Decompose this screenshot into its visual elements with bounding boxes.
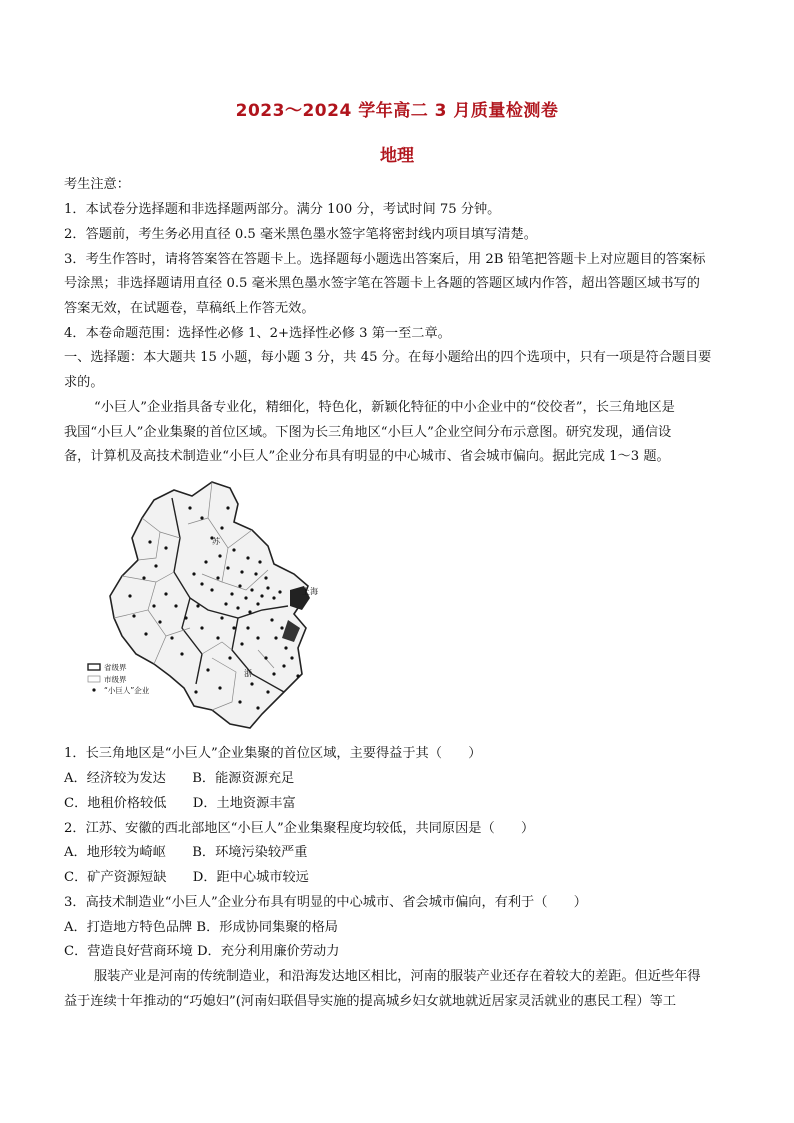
notice-heading: 考生注意： — [64, 177, 130, 192]
question-1-options-cd: C．地租价格较低 D．土地资源丰富 — [64, 796, 296, 811]
notice-line-2: 2．答题前，考生务必用直径 0.5 毫米黑色墨水签字笔将密封线内项目填写清楚。 — [64, 227, 537, 242]
legend-city-border: 市级界 — [104, 675, 127, 684]
passage2-line-1: 服装产业是河南的传统制造业，和沿海发达地区相比，河南的服装产业还存在着较大的差距。但近些年得 — [94, 969, 701, 984]
legend-province-border: 省级界 — [104, 663, 127, 672]
legend-province-border-swatch — [88, 664, 100, 670]
subject-title: 地理 — [380, 146, 414, 166]
yangtze-delta-map — [62, 478, 332, 730]
legend-enterprise-swatch — [92, 688, 95, 691]
passage1-line-1: “小巨人”企业指具备专业化，精细化，特色化，新颖化特征的中小企业中的“佼佼者”，长三角地区是 — [94, 400, 675, 415]
map-svg — [62, 478, 332, 730]
notice-line-1: 1．本试卷分选择题和非选择题两部分。满分 100 分，考试时间 75 分钟。 — [64, 202, 501, 217]
question-3-options-ab: A．打造地方特色品牌 B．形成协同集聚的格局 — [64, 920, 338, 935]
question-3-stem: 3．高技术制造业“小巨人”企业分布具有明显的中心城市、省会城市偏向，有利于（ ） — [64, 895, 587, 910]
section-heading-line-1: 一、选择题：本大题共 15 小题，每小题 3 分，共 45 分。在每小题给出的四个选项中，只有一项是符合题目要 — [64, 350, 712, 365]
notice-line-3: 3．考生作答时，请将答案答在答题卡上。选择题每小题选出答案后，用 2B 铅笔把答题卡上对应题目的答案标 — [64, 252, 706, 267]
map-label-province-2: 浙 — [244, 669, 252, 678]
question-2-options-cd: C．矿产资源短缺 D．距中心城市较远 — [64, 870, 309, 885]
question-2-options-ab: A．地形较为崎岖 B．环境污染较严重 — [64, 845, 308, 860]
exam-title: 2023～2024 学年高二 3 月质量检测卷 — [235, 101, 559, 121]
passage1-line-3: 备，计算机及高技术制造业“小巨人”企业分布具有明显的中心城市、省会城市偏向。据此完成 1～3 题。 — [64, 449, 670, 464]
question-3-options-cd: C．营造良好营商环境 D．充分利用廉价劳动力 — [64, 944, 340, 959]
legend-enterprise: “小巨人”企业 — [104, 686, 150, 695]
passage1-line-2: 我国“小巨人”企业集聚的首位区域。下图为长三角地区“小巨人”企业空间分布示意图。研究发现，通信设 — [64, 425, 672, 440]
section-heading-line-2: 求的。 — [64, 375, 104, 390]
notice-line-5: 答案无效，在试题卷，草稿纸上作答无效。 — [64, 301, 315, 316]
passage2-line-2: 益于连续十年推动的“巧媳妇”(河南妇联倡导实施的提高城乡妇女就地就近居家灵活就业的惠民工程）等工 — [64, 994, 677, 1009]
notice-line-6: 4．本卷命题范围：选择性必修 1、2+选择性必修 3 第一至二章。 — [64, 326, 451, 341]
question-2-stem: 2．江苏、安徽的西北部地区“小巨人”企业集聚程度均较低，共同原因是（ ） — [64, 821, 535, 836]
map-legend — [88, 662, 150, 695]
map-label-shanghai: 上海 — [302, 587, 318, 596]
notice-line-4: 号涂黑；非选择题请用直径 0.5 毫米黑色墨水签字笔在答题卡上各题的答题区域内作答，超出答题区域书写的 — [64, 276, 700, 291]
question-1-options-ab: A．经济较为发达 B．能源资源充足 — [64, 771, 295, 786]
legend-city-border-swatch — [88, 676, 100, 682]
question-1-stem: 1．长三角地区是“小巨人”企业集聚的首位区域，主要得益于其（ ） — [64, 746, 482, 761]
map-label-province-1: 苏 — [212, 537, 220, 546]
